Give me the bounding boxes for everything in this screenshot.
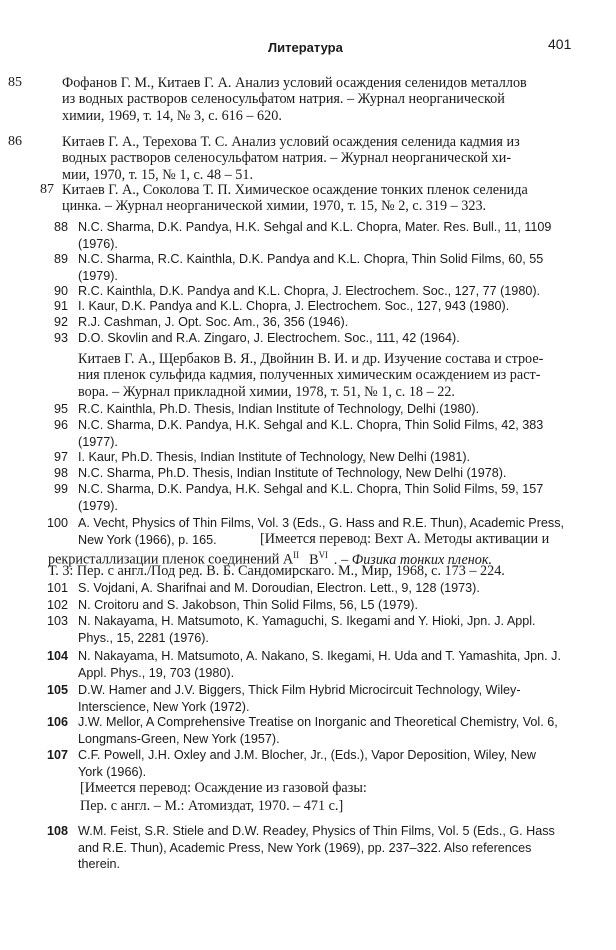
reference-line: S. Vojdani, A. Sharifnai and M. Doroudian, Electron. Lett., 9, 128 (1973). <box>78 581 480 595</box>
reference-line: A. Vecht, Physics of Thin Films, Vol. 3 (Eds., G. Hass and R.E. Thun), Academic Press, <box>78 516 564 530</box>
reference-line: R.C. Kainthla, D.K. Pandya and K.L. Chopra, J. Electrochem. Soc., 127, 77 (1980). <box>78 284 541 298</box>
translation-note: Пер. с англ. – М.: Атомиздат, 1970. – 471 с.] <box>80 798 344 814</box>
reference-line: Китаев Г. А., Соколова Т. П. Химическое осаждение тонких пленок селенида <box>62 182 528 198</box>
reference-line: мии, 1970, т. 15, № 1, с. 48 – 51. <box>62 166 254 183</box>
reference-line: N. Nakayama, H. Matsumoto, K. Yamaguchi, S. Ikegami and Y. Hioki, Jpn. J. Appl. <box>78 614 536 628</box>
reference-number: 93 <box>53 331 68 345</box>
reference-line: I. Kaur, D.K. Pandya and K.L. Chopra, J. Electrochem. Soc., 127, 943 (1980). <box>78 299 510 313</box>
reference-line: (1979). <box>78 268 118 283</box>
reference-line: цинка. – Журнал неорганической химии, 1970, т. 15, № 2, с. 319 – 323. <box>62 198 487 215</box>
reference-line: N.C. Sharma, D.K. Pandya, H.K. Sehgal and K.L. Chopra, Thin Solid Films, 42, 383 <box>78 418 544 432</box>
page-number: 401 <box>548 36 572 52</box>
page-title: Литература <box>268 40 343 55</box>
superscript: VI <box>318 550 329 560</box>
translation-note-text: рекристаллизации пленок соединений A <box>48 551 294 568</box>
reference-number: 97 <box>53 450 68 464</box>
translation-note: [Имеется перевод: Осаждение из газовой фазы: <box>80 780 367 796</box>
reference-line: and R.E. Thun), Academic Press, New York (1969), pp. 237–322. Also references <box>78 840 532 855</box>
reference-line: N. Nakayama, H. Matsumoto, A. Nakano, S. Ikegami, H. Uda and T. Yamashita, Jpn. J. <box>78 649 561 663</box>
reference-number: 100 <box>46 516 68 530</box>
reference-number: 108 <box>46 824 68 838</box>
reference-number: 98 <box>53 466 68 480</box>
reference-number: 86 <box>8 134 22 149</box>
reference-number: 90 <box>53 284 68 298</box>
reference-line: York (1966). <box>78 764 147 779</box>
reference-number: 101 <box>46 581 68 595</box>
running-head <box>0 36 616 56</box>
reference-number: 87 <box>40 182 54 197</box>
reference-number: 96 <box>53 418 68 432</box>
reference-line: Interscience, New York (1972). <box>78 699 250 714</box>
reference-line: (1979). <box>78 498 118 513</box>
reference-number: 106 <box>46 715 68 729</box>
reference-number: 99 <box>53 482 68 496</box>
reference-line: D.O. Skovlin and R.A. Zingaro, J. Electrochem. Soc., 111, 42 (1964). <box>78 331 460 345</box>
reference-line: Appl. Phys., 19, 703 (1980). <box>78 665 235 680</box>
reference-number: 95 <box>53 402 68 416</box>
reference-number: 91 <box>53 299 68 313</box>
reference-line: N.C. Sharma, D.K. Pandya, H.K. Sehgal and K.L. Chopra, Thin Solid Films, 59, 157 <box>78 482 544 496</box>
reference-line: вора. – Журнал прикладной химии, 1978, т. 51, № 1, с. 18 – 22. <box>78 383 455 400</box>
translation-note-text: . – Физика тонких пленок. <box>334 551 493 568</box>
reference-line: Phys., 15, 2281 (1976). <box>78 630 209 645</box>
reference-number: 103 <box>46 614 68 628</box>
reference-line: D.W. Hamer and J.V. Biggers, Thick Film Hybrid Microcircuit Technology, Wiley- <box>78 683 521 697</box>
reference-line: J.W. Mellor, A Comprehensive Treatise on Inorganic and Theoretical Chemistry, Vol. 6, <box>78 715 558 729</box>
reference-number: 107 <box>46 748 68 762</box>
reference-line: Longmans-Green, New York (1957). <box>78 731 280 746</box>
reference-line: W.M. Feist, S.R. Stiele and D.W. Readey, Physics of Thin Films, Vol. 5 (Eds., G. Hass <box>78 824 555 838</box>
reference-line: ния пленок сульфида кадмия, полученных химическим осаждением из раст- <box>78 367 541 384</box>
reference-line: I. Kaur, Ph.D. Thesis, Indian Institute of Technology, New Delhi (1981). <box>78 450 471 464</box>
reference-number: 102 <box>46 598 68 612</box>
translation-note-line: Т. 3: Пер. с англ./Под ред. В. Б. Сандомирскаго. М., Мир, 1968, с. 173 – 224. <box>48 563 505 579</box>
reference-line: Фофанов Г. М., Китаев Г. А. Анализ условий осаждения селенидов металлов <box>62 75 527 91</box>
reference-line: N.C. Sharma, D.K. Pandya, H.K. Sehgal and K.L. Chopra, Mater. Res. Bull., 11, 1109 <box>78 220 552 234</box>
reference-number: 89 <box>53 252 68 266</box>
reference-number: 92 <box>53 315 68 329</box>
reference-line: из водных растворов селеносульфатом натрия. – Журнал неорганической <box>62 91 505 108</box>
translation-note: [Имеется перевод: Вехт А. Методы активации и <box>260 531 550 547</box>
reference-line: водных растворов селеносульфатом натрия. – Журнал неорганической хи- <box>62 150 512 167</box>
reference-number: 104 <box>46 649 68 663</box>
reference-line: (1977). <box>78 434 118 449</box>
reference-line: (1976). <box>78 236 118 251</box>
superscript: II <box>293 550 300 560</box>
translation-note-text: B <box>309 551 319 568</box>
reference-line: N.C. Sharma, R.C. Kainthla, D.K. Pandya and K.L. Chopra, Thin Solid Films, 60, 55 <box>78 252 544 266</box>
reference-number: 105 <box>46 683 68 697</box>
reference-line: Китаев Г. А., Терехова Т. С. Анализ условий осаждения селенида кадмия из <box>62 134 520 150</box>
reference-line: Китаев Г. А., Щербаков В. Я., Двойнин В. И. и др. Изучение состава и строе- <box>78 351 544 367</box>
reference-number: 88 <box>53 220 68 234</box>
reference-line: N. Croitoru and S. Jakobson, Thin Solid Films, 56, L5 (1979). <box>78 598 418 612</box>
reference-number: 85 <box>8 75 22 90</box>
reference-line: R.C. Kainthla, Ph.D. Thesis, Indian Institute of Technology, Delhi (1980). <box>78 402 480 416</box>
reference-line: химии, 1969, т. 14, № 3, с. 616 – 620. <box>62 107 282 124</box>
reference-line: therein. <box>78 857 121 872</box>
reference-line: R.J. Cashman, J. Opt. Soc. Am., 36, 356 (1946). <box>78 315 349 329</box>
reference-line: N.C. Sharma, Ph.D. Thesis, Indian Institute of Technology, New Delhi (1978). <box>78 466 507 480</box>
reference-line: New York (1966), p. 165. <box>78 532 217 547</box>
reference-line: C.F. Powell, J.H. Oxley and J.M. Blocher, Jr., (Eds.), Vapor Deposition, Wiley, New <box>78 748 536 762</box>
